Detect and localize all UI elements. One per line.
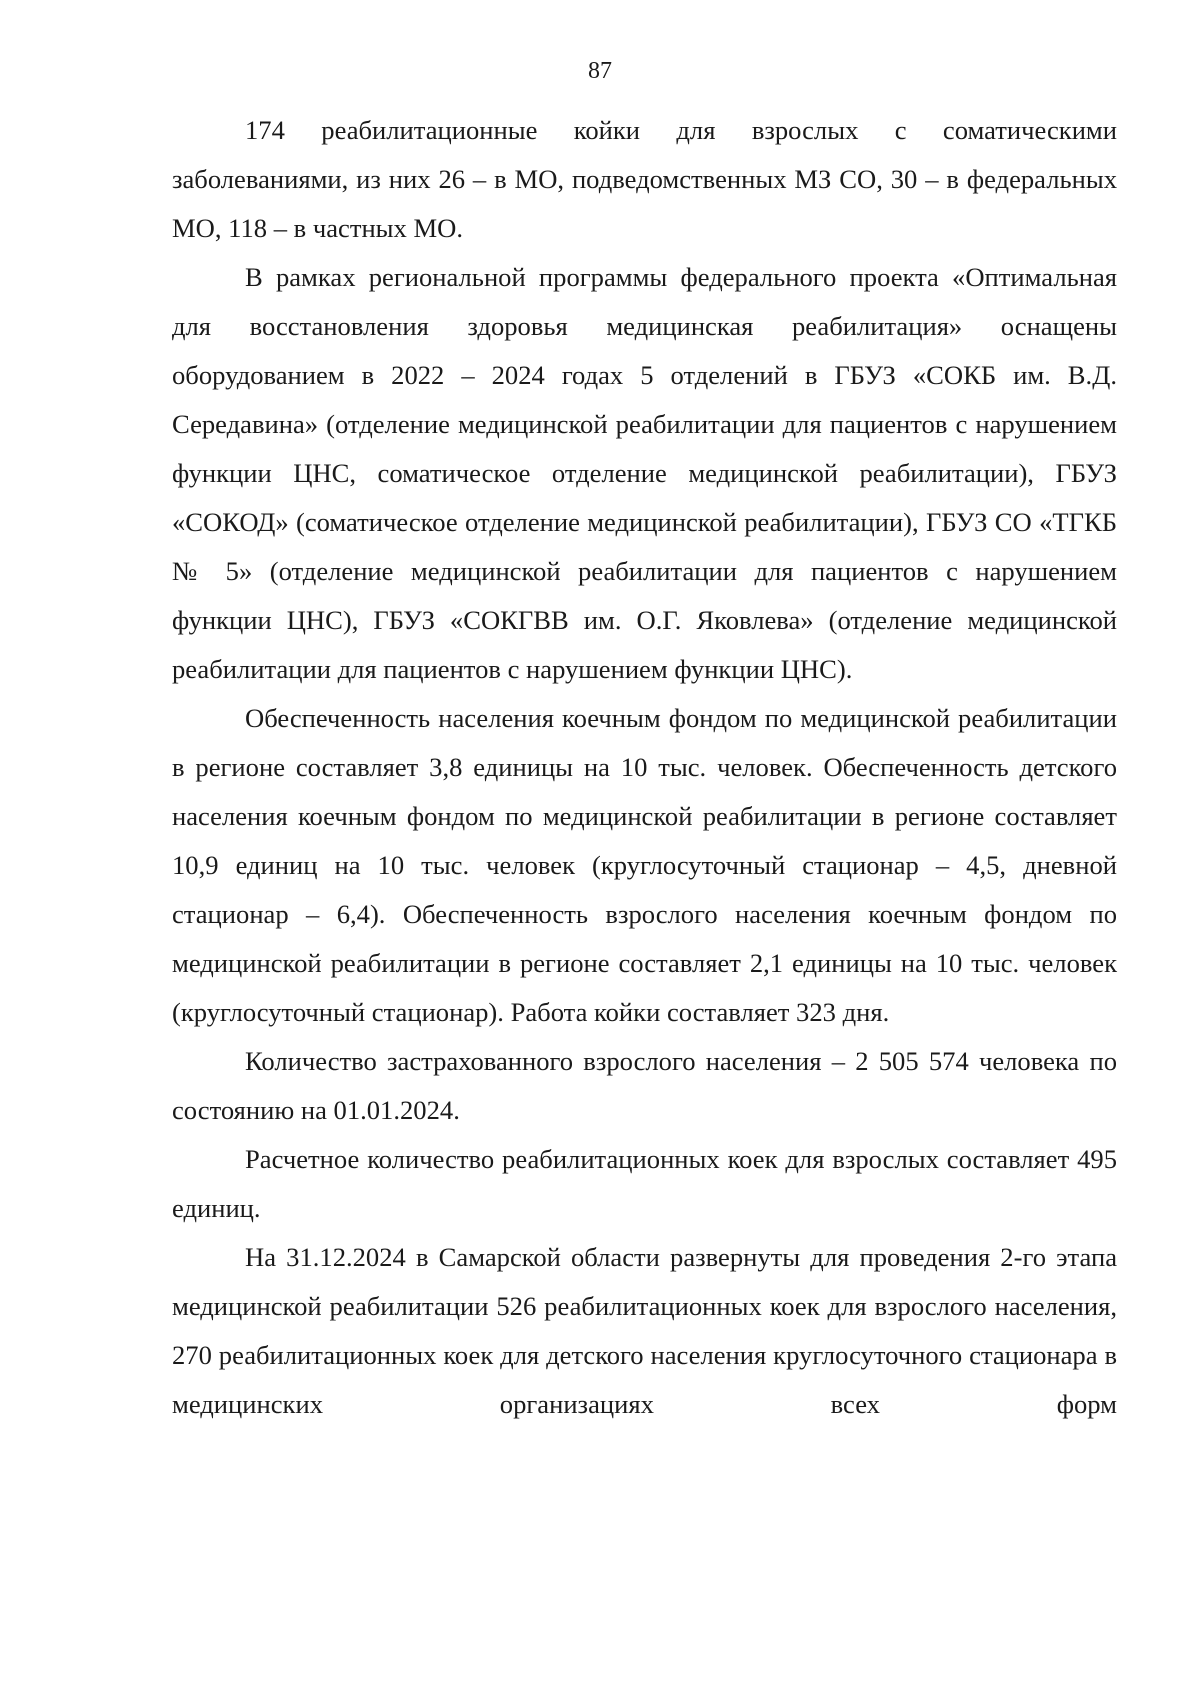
paragraph-rehab-beds-somatic: 174 реабилитационные койки для взрослых с соматическими заболеваниями, из них 26 – в МО, подведомственных МЗ СО, 30 – в федеральных МО, 118 – в частных МО. [172, 115, 1117, 243]
paragraph-estimated-beds: Расчетное количество реабилитационных коек для взрослых составляет 495 единиц. [172, 1144, 1117, 1223]
paragraph-regional-program: В рамках региональной программы федерального проекта «Оптимальная для восстановления здоровья медицинская реабилитация» оснащены оборудованием в 2022 – 2024 годах 5 отделений в ГБУЗ «СОКБ им. В.Д. Середавина» (отделение медицинской реабилитации для пациентов с нарушением функции ЦНС, соматическое отделение медицинской реабилитации), ГБУЗ «СОКОД» (соматическое отделение медицинской реабилитации), ГБУЗ СО «ТГКБ № 5» (отделение медицинской реабилитации для пациентов с нарушением функции ЦНС), ГБУЗ «СОКГВВ им. О.Г. Яковлева» (отделение медицинской реабилитации для пациентов с нарушением функции ЦНС). [172, 262, 1117, 684]
document-body [172, 106, 1117, 1429]
paragraph-bed-provision: Обеспеченность населения коечным фондом по медицинской реабилитации в регионе составляет 3,8 единицы на 10 тыс. человек. Обеспеченность детского населения коечным фондом по медицинской реабилитации в регионе составляет 10,9 единиц на 10 тыс. человек (круглосуточный стационар – 4,5, дневной стационар – 6,4). Обеспеченность взрослого населения коечным фондом по медицинской реабилитации в регионе составляет 2,1 единицы на 10 тыс. человек (круглосуточный стационар). Работа койки составляет 323 дня. [172, 703, 1117, 1027]
paragraph-deployed-beds: На 31.12.2024 в Самарской области развернуты для проведения 2-го этапа медицинской реабилитации 526 реабилитационных коек для взрослого населения, 270 реабилитационных коек для детского населения круглосуточного стационара в медицинских организациях всех форм [172, 1242, 1117, 1419]
page-number: 87 [588, 58, 612, 84]
paragraph-insured-population: Количество застрахованного взрослого населения – 2 505 574 человека по состоянию на 01.01.2024. [172, 1046, 1117, 1125]
